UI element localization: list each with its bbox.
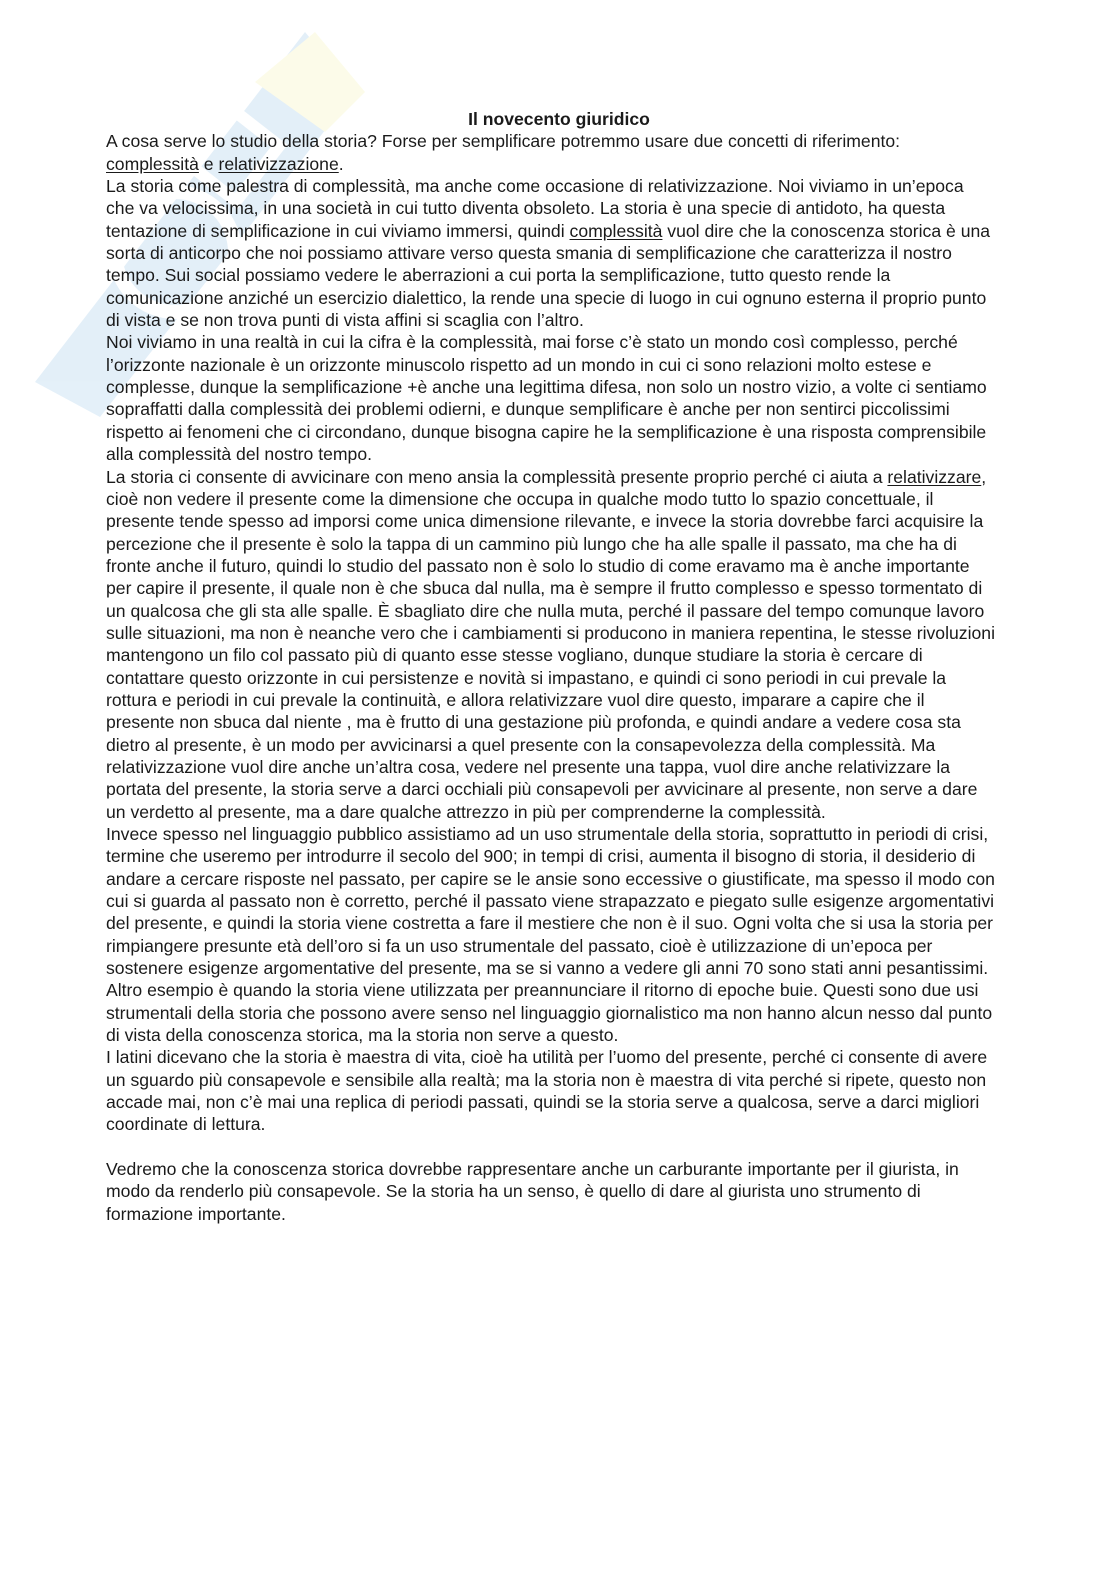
paragraph-text: A cosa serve lo studio della storia? Forse per semplificare potremmo usare due concetti di riferimento: xyxy=(106,131,901,152)
paragraph-3: Noi viviamo in una realtà in cui la cifra è la complessità, mai forse c’è stato un mondo così complesso, perché l’orizzonte nazionale è un orizzonte minuscolo rispetto ad un mondo in cui ci sono relazioni molto estese e complesse, dunque la semplificazione +è anche una legittima difesa, non solo un nostro vizio, a volte ci sentiamo sopraffatti dalla complessità dei problemi odierni, e dunque semplificare è anche per non sentirci piccolissimi rispetto ai fenomeni che ci circondano, dunque bisogna capire he la semplificazione è una risposta comprensibile alla complessità del nostro tempo. xyxy=(106,332,987,465)
paragraph-text: vuol dire che la conoscenza storica è una sorta di anticorpo che noi possiamo attivare verso questa smania di semplificazione che caratterizza il nostro tempo. Sui social possiamo vedere le aberrazioni a cui porta la semplificazione, tutto questo rende la comunicazione anziché un esercizio dialettico, la rende una specie di luogo in cui ognuno esterna il proprio punto di vista e se non trova punti di vista affini si scaglia con l’altro. xyxy=(106,220,991,331)
document-page xyxy=(106,108,996,1225)
paragraph-text: La storia come palestra di complessità, ma anche come occasione di relativizzazione. Noi viviamo in un’epoca che va velocissima, in una società in cui tutto diventa obsoleto. La storia è una specie di antidoto, ha questa tentazione di semplificazione in cui viviamo immersi, quindi xyxy=(106,176,964,241)
document-title: Il novecento giuridico xyxy=(468,109,650,129)
paragraph-6: I latini dicevano che la storia è maestra di vita, cioè ha utilità per l’uomo del presente, perché ci consente di avere un sguardo più consapevole e sensibile alla realtà; ma la storia non è maestra di vita perché si ripete, questo non accade mai, non c’è mai una replica di periodi passati, quindi se la storia serve a qualcosa, serve a darci migliori coordinate di lettura. xyxy=(106,1047,988,1135)
paragraph-2 xyxy=(106,175,996,331)
paragraph-text: , cioè non vedere il presente come la dimensione che occupa in qualche modo tutto lo spazio concettuale, il presente tende spesso ad imporsi come unica dimensione rilevante, e invece la storia dovrebbe farci acquisire la percezione che il presente è solo la tappa di un cammino più lungo che ha alle spalle il passato, ma che ha di fronte anche il futuro, quindi lo studio del passato non è solo lo studio di come eravamo ma è anche importante per capire il presente, il quale non è che sbuca dal nulla, ma è sempre il frutto complesso e spesso tormentato di un qualcosa che gli sta alle spalle. È sbagliato dire che nulla muta, perché il passare del tempo comunque lavoro sulle situazioni, ma non è neanche vero che i cambiamenti si producono in maniera repentina, le stesse rivoluzioni mantengono un filo col passato più di quanto esse stesse vogliano, dunque studiare la storia è cercare di contattare questo orizzonte in cui persistenze e novità si impastano, e quindi ci sono periodi in cui prevale la rottura e periodi in cui prevale la continuità, e allora relativizzare vuol dire questo, imparare a capire che il presente non sbuca dal niente , ma è frutto di una gestazione più profonda, e quindi andare a vedere cosa sta dietro al presente, è un modo per avvicinarsi a quel presente con la consapevolezza della complessità. Ma relativizzazione vuol dire anche un’altra cosa, vedere nel presente una tappa, vuol dire anche relativizzare la portata del presente, la storia serve a darci occhiali più consapevoli per avvicinare al presente, non serve a dare un verdetto al presente, ma a dare qualche attrezzo in più per comprenderne la complessità. xyxy=(106,466,995,822)
paragraph-text: e xyxy=(198,153,219,174)
paragraph-spacer xyxy=(106,1136,996,1158)
underlined-term-complessita: complessità xyxy=(106,153,199,174)
underlined-term-relativizzazione: relativizzazione xyxy=(218,153,339,174)
underlined-term-complessita: complessità xyxy=(569,220,663,241)
paragraph-5: Invece spesso nel linguaggio pubblico assistiamo ad un uso strumentale della storia, soprattutto in periodi di crisi, termine che useremo per introdurre il secolo del 900; in tempi di crisi, aumenta il bisogno di storia, il desiderio di andare a cercare risposte nel passato, per capire se le ansie sono eccessive o giustificate, ma spesso il modo con cui si guarda al passato non è corretto, perché il passato viene strapazzato e piegato sulle esigenze argomentativi del presente, e quindi la storia viene costretta a fare il mestiere che non è il suo. Ogni volta che si usa la storia per rimpiangere presunte età dell’oro si fa un uso strumentale del passato, cioè è utilizzazione di un’epoca per sostenere esigenze argomentative del presente, ma se si vanno a vedere gli anni 70 sono stati anni pesantissimi. Altro esempio è quando la storia viene utilizzata per preannunciare il ritorno di epoche buie. Questi sono due usi strumentali della storia che possono avere senso nel linguaggio giornalistico ma non hanno alcun nesso dal punto di vista della conoscenza storica, ma la storia non serve a questo. xyxy=(106,824,995,1046)
paragraph-7: Vedremo che la conoscenza storica dovrebbe rappresentare anche un carburante importante per il giurista, in modo da renderlo più consapevole. Se la storia ha un senso, è quello di dare al giurista uno strumento di formazione importante. xyxy=(106,1158,959,1224)
paragraph-4 xyxy=(106,466,996,824)
underlined-term-relativizzare: relativizzare xyxy=(887,466,982,487)
paragraph-text: La storia ci consente di avvicinare con meno ansia la complessità presente proprio perché ci aiuta a xyxy=(106,466,888,487)
paragraph-text: . xyxy=(338,153,344,174)
paragraph-1 xyxy=(106,130,996,175)
